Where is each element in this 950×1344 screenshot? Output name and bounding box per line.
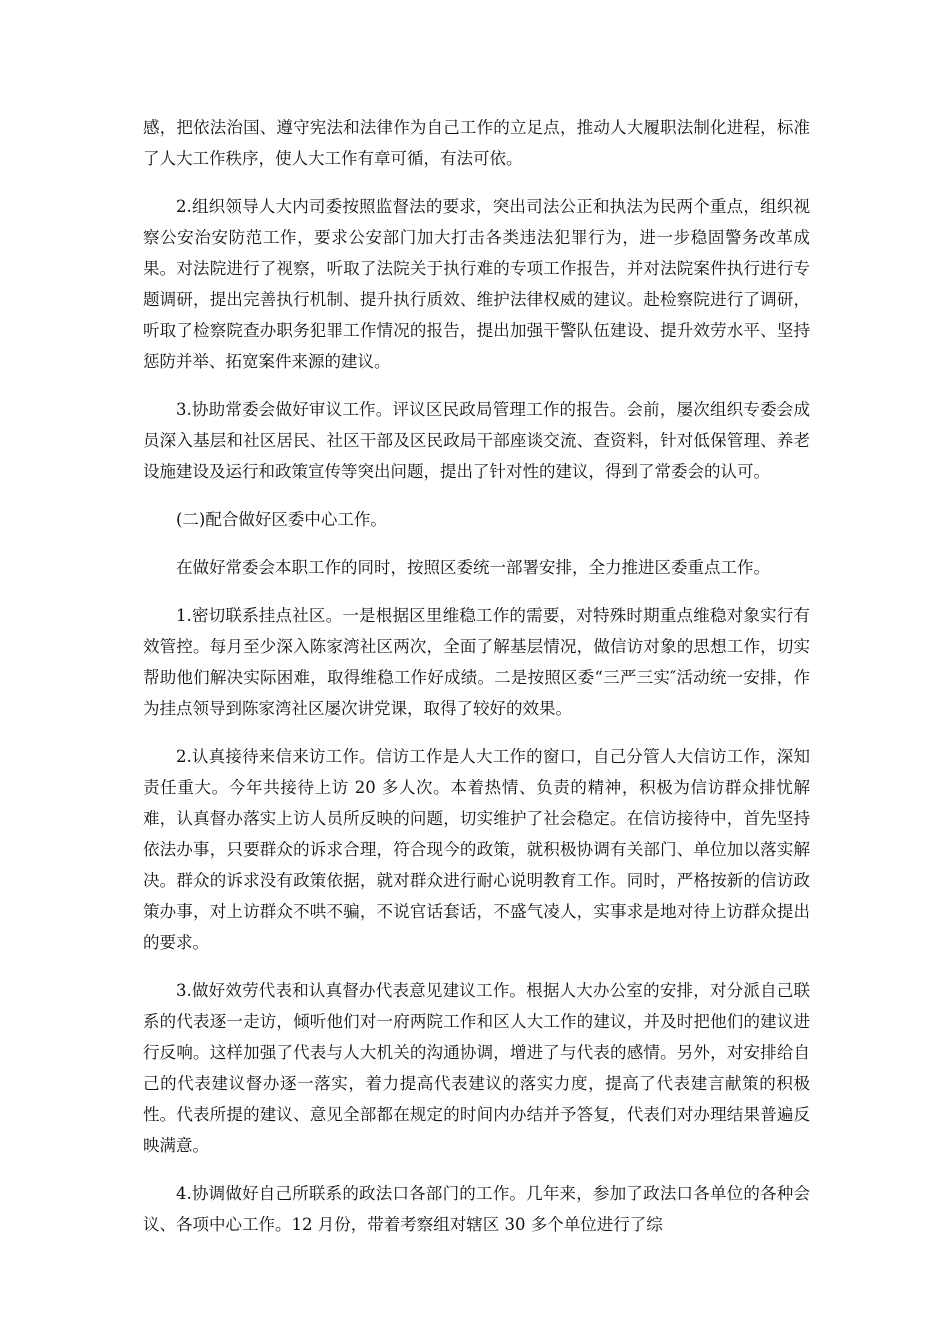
paragraph-item-2-judicial-oversight: 2.组织领导人大内司委按照监督法的要求，突出司法公正和执法为民两个重点，组织视察公安治安防范工作，要求公安部门加大打击各类违法犯罪行为，进一步稳固警务改革成果。对法院进行了视察，听取了法院关于执行难的专项工作报告，并对法院案件执行进行专题调研，提出完善执行机制、提升执行质效、维护法律权威的建议。赴检察院进行了调研，听取了检察院查办职务犯罪工作情况的报告，提出加强干警队伍建设、提升效劳水平、坚持惩防并举、拓宽案件来源的建议。 (143, 197, 810, 371)
paragraph-item-2-petition: 2.认真接待来信来访工作。信访工作是人大工作的窗口，自己分管人大信访工作，深知责任重大。今年共接待上访 20 多人次。本着热情、负责的精神，积极为信访群众排忧解难，认真督办落实上访人员所反映的问题，切实维护了社会稳定。在信访接待中，首先坚持依法办事，只要群众的诉求合理，符合现今的政策，就积极协调有关部门、单位加以落实解决。群众的诉求没有政策依据，就对群众进行耐心说明教育工作。同时，严格按新的信访政策办事，对上访群众不哄不骗，不说官话套话，不盛气凌人，实事求是地对待上访群众提出的要求。 (143, 747, 810, 952)
section-heading-2: (二)配合做好区委中心工作。 (176, 510, 387, 529)
paragraph-item-3-review-work: 3.协助常委会做好审议工作。评议区民政局管理工作的报告。会前，屡次组织专委会成员深入基层和社区居民、社区干部及区民政局干部座谈交流、查资料，针对低保管理、养老设施建设及运行和政策宣传等突出问题，提出了针对性的建议，得到了常委会的认可。 (143, 400, 810, 481)
paragraph-section-2-intro: 在做好常委会本职工作的同时，按照区委统一部署安排，全力推进区委重点工作。 (176, 558, 770, 577)
paragraph-continuation: 感，把依法治国、遵守宪法和法律作为自己工作的立足点，推动人大履职法制化进程，标准了人大工作秩序，使人大工作有章可循，有法可依。 (143, 118, 810, 168)
paragraph-item-3-deputies: 3.做好效劳代表和认真督办代表意见建议工作。根据人大办公室的安排，对分派自己联系的代表逐一走访，倾听他们对一府两院工作和区人大工作的建议，并及时把他们的建议进行反响。这样加强了代表与人大机关的沟通协调，增进了与代表的感情。另外，对安排给自己的代表建议督办逐一落实，着力提高代表建议的落实力度，提高了代表建言献策的积极性。代表所提的建议、意见全部都在规定的时间内办结并予答复，代表们对办理结果普遍反映满意。 (143, 981, 810, 1155)
paragraph-item-1-community: 1.密切联系挂点社区。一是根据区里维稳工作的需要，对特殊时期重点维稳对象实行有效管控。每月至少深入陈家湾社区两次，全面了解基层情况，做信访对象的思想工作，切实帮助他们解决实际困难，取得维稳工作好成绩。二是按照区委“三严三实″活动统一安排，作为挂点领导到陈家湾社区屡次讲党课，取得了较好的效果。 (143, 606, 810, 718)
paragraph-item-4-coordination: 4.协调做好自己所联系的政法口各部门的工作。几年来，参加了政法口各单位的各种会议、各项中心工作。12 月份，带着考察组对辖区 30 多个单位进行了综 (143, 1184, 810, 1234)
document-page (143, 112, 810, 1257)
